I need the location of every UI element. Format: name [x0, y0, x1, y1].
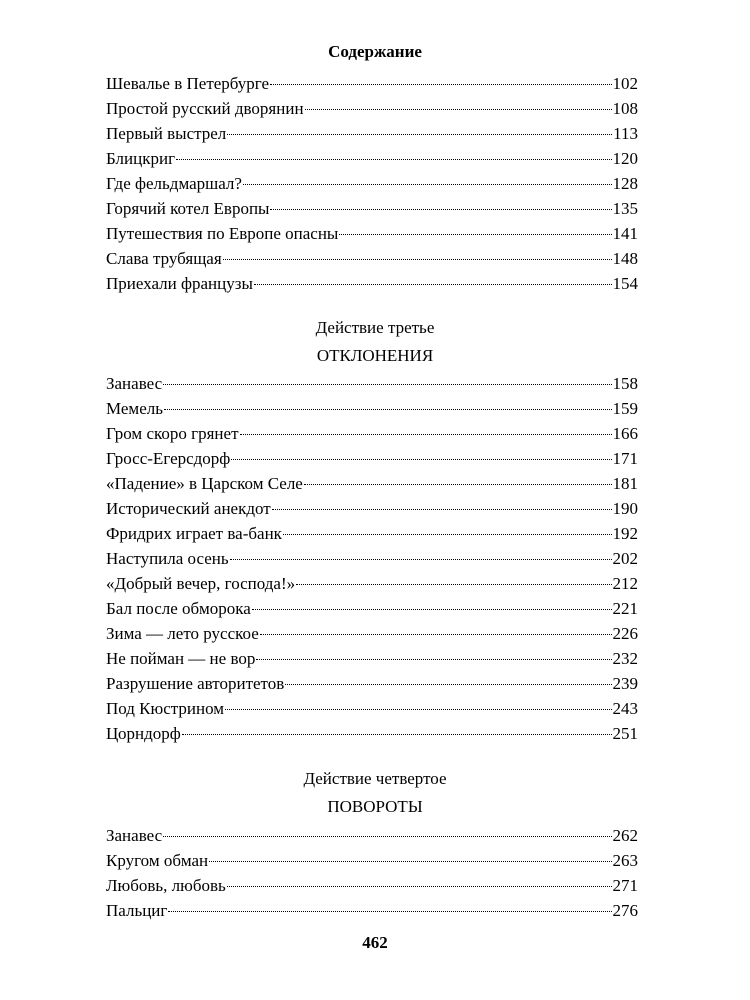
- toc-entry-title: Не пойман — не вор: [106, 649, 256, 668]
- toc-entry: [106, 548, 638, 573]
- toc-entry-page: 232: [612, 649, 638, 668]
- toc-leader-dots: [339, 234, 611, 235]
- page-title: Содержание: [328, 42, 422, 61]
- toc-entry-title: Горячий котел Европы: [106, 199, 270, 218]
- toc-entry: [106, 900, 638, 925]
- toc-entry: [106, 850, 638, 875]
- toc-leader-dots: [256, 659, 611, 660]
- toc-entry-page: 226: [612, 624, 638, 643]
- toc-entry-title: «Падение» в Царском Селе: [106, 474, 303, 493]
- toc-entry-title: Слава трубящая: [106, 249, 222, 268]
- toc-leader-dots: [176, 159, 611, 160]
- toc-entry-page: 263: [612, 851, 638, 870]
- toc-entry: [106, 198, 638, 223]
- toc-leader-dots: [230, 559, 612, 560]
- toc-entry-title: Разрушение авторитетов: [106, 674, 285, 693]
- toc-entry: [106, 73, 638, 98]
- toc-leader-dots: [164, 409, 612, 410]
- section-name-3: ОТКЛОНЕНИЯ: [316, 346, 434, 365]
- toc-entry-page: 276: [612, 901, 638, 920]
- toc-leader-dots: [225, 709, 611, 710]
- toc-entry: [106, 673, 638, 698]
- toc-entry-page: 221: [612, 599, 638, 618]
- toc-entry: [106, 523, 638, 548]
- toc-entry-title: Первый выстрел: [106, 124, 227, 143]
- toc-entry: [106, 648, 638, 673]
- toc-entry-page: 262: [612, 826, 638, 845]
- toc-entry-title: Фридрих играет ва-банк: [106, 524, 282, 543]
- toc-entry-title: Гросс-Егерсдорф: [106, 449, 231, 468]
- toc-entry-title: Исторический анекдот: [106, 499, 271, 518]
- toc-entry-title: Путешествия по Европе опасны: [106, 224, 339, 243]
- toc-leader-dots: [223, 259, 612, 260]
- toc-leader-dots: [260, 634, 612, 635]
- toc-entry-page: 243: [612, 699, 638, 718]
- toc-entry: [106, 698, 638, 723]
- toc-entry-page: 251: [612, 724, 638, 743]
- page-number: 462: [362, 933, 388, 952]
- toc-entry: [106, 248, 638, 273]
- toc-leader-dots: [227, 134, 612, 135]
- toc-entry-page: 271: [612, 876, 638, 895]
- toc-entry-page: 102: [612, 74, 638, 93]
- toc-leader-dots: [182, 734, 612, 735]
- toc-leader-dots: [296, 584, 611, 585]
- toc-entry-page: 181: [612, 474, 638, 493]
- toc-entry-title: Блицкриг: [106, 149, 176, 168]
- toc-entry: [106, 223, 638, 248]
- toc-entry-title: Занавес: [106, 826, 163, 845]
- toc-leader-dots: [240, 434, 612, 435]
- toc-entry-title: Простой русский дворянин: [106, 99, 304, 118]
- toc-entry-title: «Добрый вечер, господа!»: [106, 574, 296, 593]
- section-name-4: ПОВОРОТЫ: [327, 797, 423, 816]
- toc-entry: [106, 123, 638, 148]
- toc-entry: [106, 623, 638, 648]
- toc-leader-dots: [254, 284, 612, 285]
- toc-entry: [106, 173, 638, 198]
- toc-entry-title: Приехали французы: [106, 274, 253, 293]
- toc-entry-title: Кругом обман: [106, 851, 209, 870]
- toc-leader-dots: [243, 184, 612, 185]
- toc-leader-dots: [231, 459, 611, 460]
- toc-entry-title: Бал после обморока: [106, 599, 251, 618]
- section-act-4: Действие четвертое: [303, 769, 447, 788]
- toc-list-3: [106, 825, 638, 925]
- toc-entry: [106, 473, 638, 498]
- toc-entry-page: 148: [612, 249, 638, 268]
- toc-entry-page: 166: [612, 424, 638, 443]
- toc-entry-page: 135: [612, 199, 638, 218]
- toc-entry-page: 113: [613, 124, 638, 143]
- toc-entry-title: Под Кюстрином: [106, 699, 225, 718]
- toc-entry: [106, 573, 638, 598]
- toc-entry-page: 239: [612, 674, 638, 693]
- toc-entry-page: 154: [612, 274, 638, 293]
- toc-entry: [106, 598, 638, 623]
- toc-leader-dots: [163, 384, 611, 385]
- toc-entry-page: 212: [612, 574, 638, 593]
- toc-list-1: [106, 73, 638, 298]
- toc-entry: [106, 498, 638, 523]
- toc-entry-page: 190: [612, 499, 638, 518]
- toc-entry-title: Наступила осень: [106, 549, 229, 568]
- toc-entry: [106, 825, 638, 850]
- toc-entry-title: Мемель: [106, 399, 163, 418]
- toc-entry-title: Любовь, любовь: [106, 876, 226, 895]
- toc-leader-dots: [168, 911, 611, 912]
- toc-entry-title: Зима — лето русское: [106, 624, 259, 643]
- toc-entry: [106, 148, 638, 173]
- toc-entry-title: Где фельдмаршал?: [106, 174, 242, 193]
- toc-leader-dots: [270, 84, 611, 85]
- toc-leader-dots: [270, 209, 611, 210]
- toc-entry-page: 108: [612, 99, 638, 118]
- toc-entry-page: 171: [612, 449, 638, 468]
- toc-leader-dots: [283, 534, 612, 535]
- toc-leader-dots: [272, 509, 612, 510]
- toc-entry-title: Гром скоро грянет: [106, 424, 239, 443]
- toc-entry: [106, 373, 638, 398]
- toc-entry: [106, 273, 638, 298]
- toc-entry-page: 192: [612, 524, 638, 543]
- toc-leader-dots: [209, 861, 611, 862]
- toc-entry-title: Шевалье в Петербурге: [106, 74, 270, 93]
- toc-leader-dots: [252, 609, 612, 610]
- toc-leader-dots: [163, 836, 611, 837]
- toc-list-2: [106, 373, 638, 748]
- toc-entry: [106, 98, 638, 123]
- toc-leader-dots: [305, 109, 612, 110]
- toc-entry-page: 159: [612, 399, 638, 418]
- toc-leader-dots: [285, 684, 611, 685]
- toc-entry: [106, 448, 638, 473]
- section-act-3: Действие третье: [315, 318, 435, 337]
- toc-leader-dots: [304, 484, 612, 485]
- toc-entry: [106, 723, 638, 748]
- toc-entry: [106, 398, 638, 423]
- toc-entry-title: Цорндорф: [106, 724, 181, 743]
- toc-entry: [106, 875, 638, 900]
- toc-entry-title: Занавес: [106, 374, 163, 393]
- toc-entry-page: 141: [612, 224, 638, 243]
- toc-entry-page: 158: [612, 374, 638, 393]
- toc-entry-page: 202: [612, 549, 638, 568]
- toc-leader-dots: [227, 886, 612, 887]
- toc-entry: [106, 423, 638, 448]
- toc-entry-page: 128: [612, 174, 638, 193]
- toc-entry-page: 120: [612, 149, 638, 168]
- toc-entry-title: Пальциг: [106, 901, 168, 920]
